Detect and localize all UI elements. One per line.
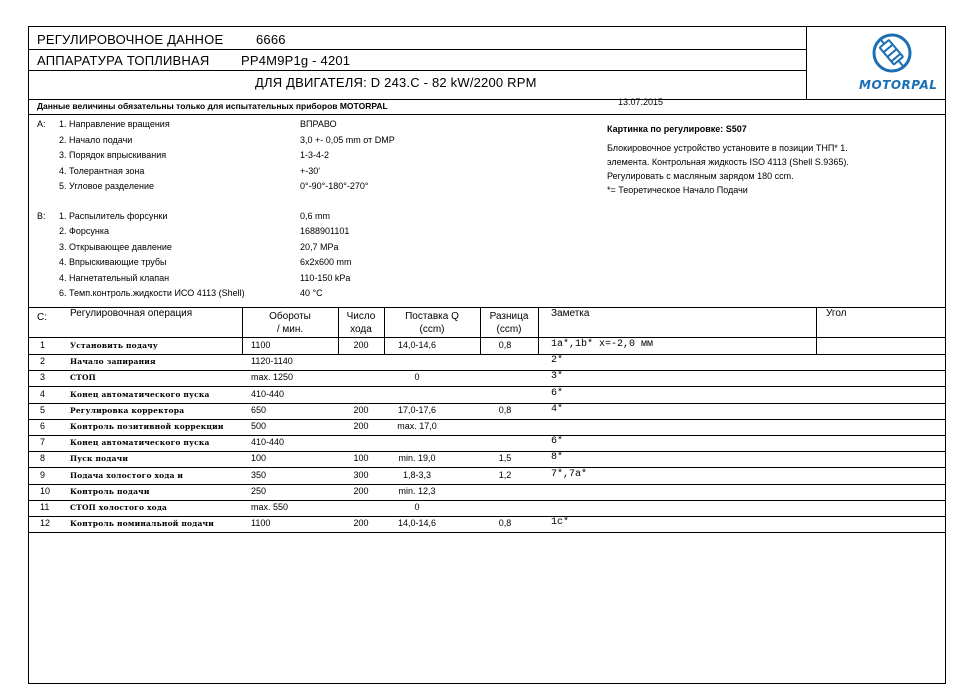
column-divider [338,338,339,354]
row-delivery: 0 [414,372,420,383]
row-divider [28,370,946,371]
row-divider [28,403,946,404]
row-divider [28,484,946,485]
row-number: 5 [40,404,46,415]
header-delivery: Поставка Q (ccm) [405,311,459,335]
param-label: 4. Толерантная зона [59,165,145,176]
row-number: 10 [40,485,51,496]
row-difference: 1,2 [498,469,512,480]
param-value: 110-150 kPa [300,272,351,283]
row-strokes: 200 [353,518,369,529]
row-note: 6* [551,436,564,448]
row-delivery: max. 17,0 [397,421,437,431]
param-label: 2. Форсунка [59,226,109,237]
row-divider [28,386,946,387]
param-label: 4. Впрыскивающие трубы [59,257,167,268]
motorpal-logo-icon [852,30,932,76]
column-divider [816,338,817,354]
param-label: 5. Угловое разделение [59,181,155,191]
row-delivery: min. 19,0 [398,453,436,464]
row-delivery: 0 [414,502,420,512]
param-value: 0°-90°-180°-270° [300,181,369,191]
column-divider [538,307,539,337]
param-value: +-30' [300,165,320,176]
apparatus-value: PP4M9P1g - 4201 [241,53,351,68]
row-difference: 0,8 [498,340,512,350]
logo-text: MOTORPAL [859,78,938,92]
row-strokes: 200 [353,340,369,350]
row-operation: Конец автоматического пуска [70,438,210,448]
section-b-label: B: [37,211,46,221]
row-number: 12 [40,518,51,529]
engine-line: ДЛЯ ДВИГАТЕЛЯ: D 243.C - 82 kW/2200 RPM [255,75,537,90]
motorpal-logo [852,30,938,96]
header-strokes: Число хода [346,311,376,335]
column-divider [816,307,817,337]
row-operation: СТОП холостого хода [70,503,168,512]
column-divider [480,338,481,354]
divider [28,70,807,71]
row-rpm: 650 [251,404,267,415]
row-number: 7 [40,437,46,448]
param-value: 1-3-4-2 [300,150,330,160]
header-rpm: Обороты / мин. [269,311,311,335]
picture-line: *= Теоретическое Начало Подачи [607,185,748,195]
row-number: 1 [40,340,46,350]
row-divider [28,419,946,420]
row-rpm: 410-440 [251,437,285,448]
param-value: 0,6 mm [300,211,331,221]
row-operation: Регулировка корректора [70,405,185,415]
param-value: 20,7 MPa [300,241,339,252]
param-label: 2. Начало подачи [59,134,133,145]
param-label: 4. Нагнетательный клапан [59,272,170,283]
section-a-label: A: [37,119,46,129]
row-divider [28,435,946,436]
row-divider [28,451,946,452]
row-divider [28,354,946,355]
row-operation: Начало запирания [70,357,156,367]
param-label: 1. Направление вращения [59,119,170,129]
row-operation: Подача холостого хода и [70,470,184,480]
header-operation: Регулировочная операция [70,308,193,319]
row-divider [28,500,946,501]
row-note: 2* [551,355,564,367]
column-divider [538,338,539,354]
picture-title: Картинка по регулировке: S507 [607,124,747,134]
param-label: 1. Распылитель форсунки [59,211,168,221]
row-note: 6* [551,387,564,399]
param-value: 1688901101 [300,226,350,237]
document-date: 13.07.2015 [618,97,664,107]
row-number: 6 [40,421,46,431]
row-rpm: 410-440 [251,388,285,399]
param-label: 3. Открывающее давление [59,241,172,252]
row-rpm: 1100 [251,340,271,350]
row-difference: 0,8 [498,404,512,415]
row-number: 8 [40,453,46,464]
row-rpm: 250 [251,485,267,496]
row-difference: 0,8 [498,518,512,529]
row-rpm: max. 1250 [251,372,294,383]
row-delivery: 17,0-17,6 [397,404,437,415]
row-strokes: 200 [353,404,369,415]
row-number: 3 [40,372,46,383]
row-number: 9 [40,469,46,480]
row-divider [28,516,946,517]
row-delivery: 14,0-14,6 [397,340,437,350]
row-rpm: 1100 [251,518,271,529]
note-line: Данные величины обязательны только для испытательных приборов MOTORPAL [37,101,388,111]
row-rpm: max. 550 [251,502,289,512]
row-note: 3* [551,371,564,383]
picture-line: Блокировочное устройство установите в позиции ТНП* 1. [607,143,848,153]
divider [28,99,946,100]
header-note: Заметка [551,308,590,319]
header-difference: Разница (ccm) [489,311,529,335]
row-strokes: 300 [353,469,369,480]
row-note: 7*,7a* [551,468,588,480]
row-delivery: 1,8-3,3 [402,469,432,480]
column-divider [384,338,385,354]
row-operation: СТОП [70,373,96,383]
header-angle: Угол [826,308,847,319]
param-value: 3,0 +- 0,05 mm от DMP [300,134,395,145]
row-number: 11 [40,502,50,512]
param-label: 6. Темп.контроль.жидкости ИСО 4113 (Shell) [59,288,245,298]
row-rpm: 500 [251,421,267,431]
row-rpm: 100 [251,453,267,464]
param-value: 6x2x600 mm [300,257,352,268]
row-note: 4* [551,403,564,415]
row-strokes: 200 [353,485,369,496]
row-operation: Контроль номинальной подачи [70,519,214,529]
row-strokes: 200 [353,421,369,431]
picture-line: Регулировать с масляным зарядом 180 ccm. [607,171,794,181]
row-divider [28,467,946,468]
row-number: 2 [40,356,46,367]
section-c-label: C: [37,312,47,323]
row-operation: Контроль позитивной коррекции [70,422,224,431]
param-value: ВПРАВО [300,119,337,129]
row-note: 1c* [551,517,570,529]
row-rpm: 350 [251,469,267,480]
row-difference: 1,5 [498,453,512,464]
param-label: 3. Порядок впрыскивания [59,150,167,160]
row-delivery: min. 12,3 [398,485,436,496]
row-note: 1a*,1b* x=-2,0 мм [551,339,654,350]
divider [28,49,807,50]
row-operation: Пуск подачи [70,454,129,464]
title-number: 6666 [256,32,286,47]
row-operation: Установить подачу [70,341,158,350]
row-note: 8* [551,452,564,464]
param-value: 40 °C [300,288,323,298]
column-divider [242,338,243,354]
row-number: 4 [40,388,46,399]
logo-divider [806,26,807,100]
row-operation: Контроль подачи [70,486,150,496]
row-delivery: 14,0-14,6 [397,518,437,529]
title-label: РЕГУЛИРОВОЧНОЕ ДАННОЕ [37,32,224,47]
row-rpm: 1120-1140 [251,356,293,367]
row-operation: Конец автоматического пуска [70,389,210,399]
row-divider [28,532,946,533]
divider [28,114,946,115]
divider [28,337,946,338]
row-strokes: 100 [353,453,369,464]
apparatus-label: АППАРАТУРА ТОПЛИВНАЯ [37,53,210,68]
picture-line: элемента. Контрольная жидкость ISO 4113 (Shell S.9365). [607,157,849,167]
